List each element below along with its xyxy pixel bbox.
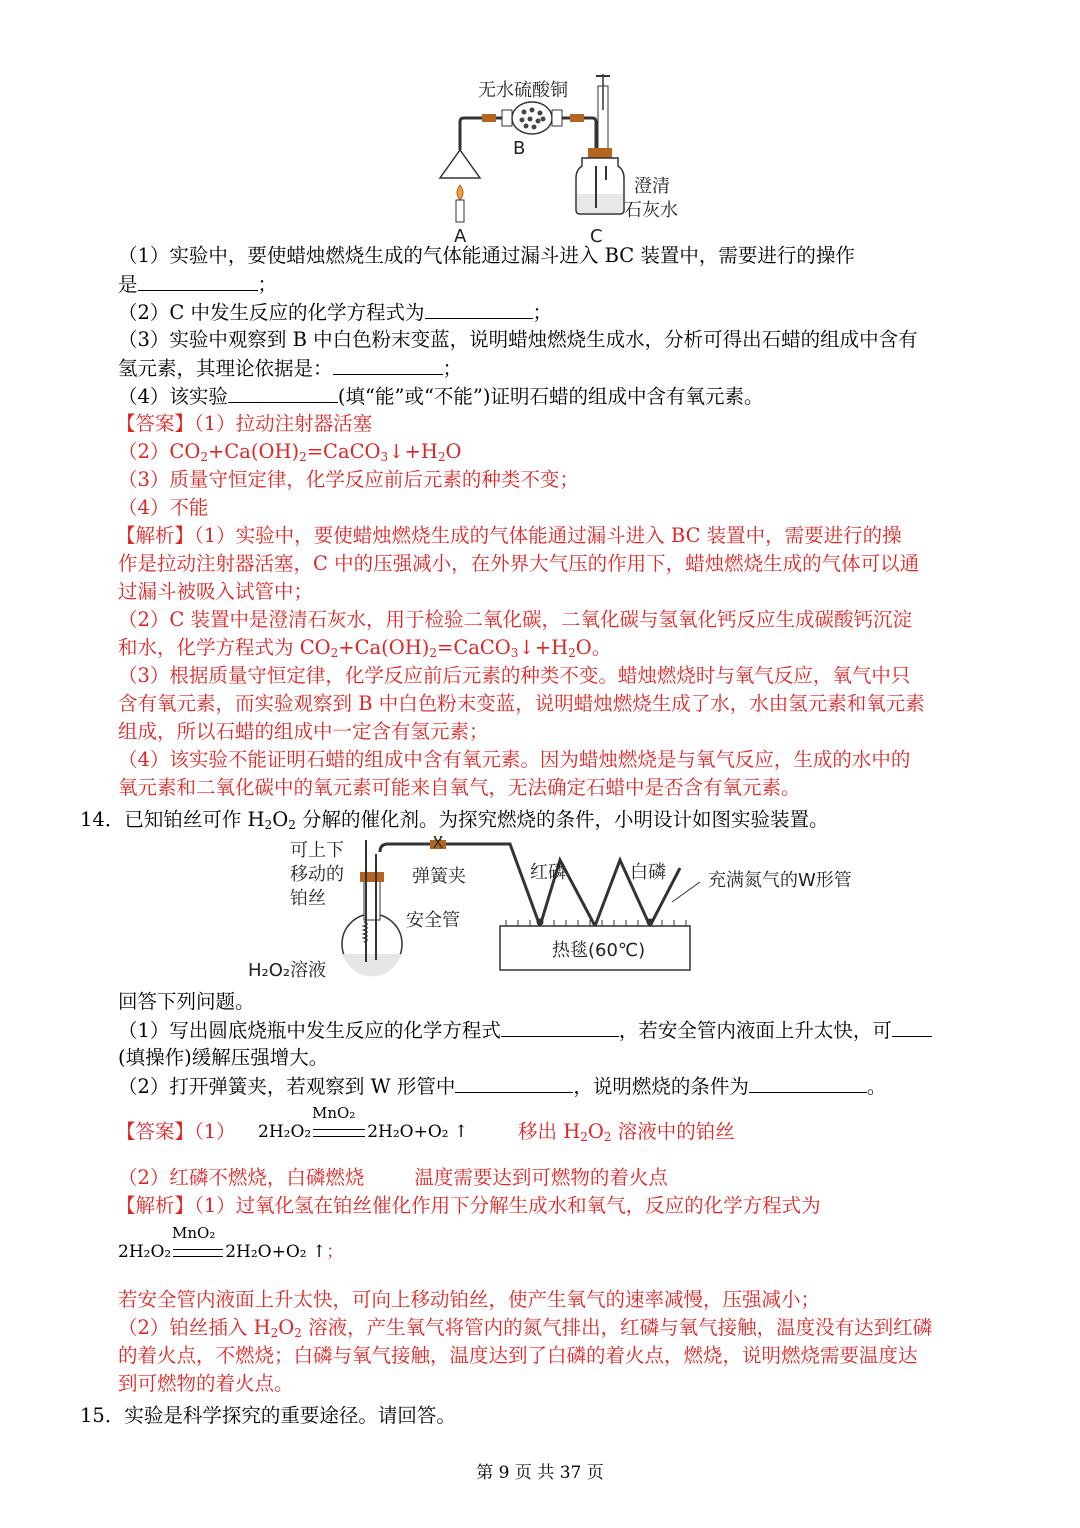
q13-analysis-3c: 组成，所以石蜡的组成中一定含有氢元素； — [118, 720, 489, 743]
question-number: 14． — [80, 808, 125, 831]
q13-analysis-4a: （4）该实验不能证明石蜡的组成中含有氧元素。因为蜡烛燃烧是与氧气反应，生成的水中的 — [118, 748, 911, 771]
q14-answer-1-equation: 2H₂O₂ 2H₂O+O₂ ↑ — [258, 1122, 469, 1142]
answer-blank[interactable] — [138, 270, 258, 291]
q13-part2: （2）C 中发生反应的化学方程式为 ； — [118, 298, 552, 327]
fig2-safety-tube-label: 安全管 — [406, 910, 460, 931]
q14-stem: 14．已知铂丝可作 $H_2O_2$ 分解的催化剂。为探究燃烧的条件，小明设计如图实验装置。 — [80, 808, 829, 832]
q14-analysis-2b: 的着火点，不燃烧；白磷与氧气接触，温度达到了白磷的着火点，燃烧，说明燃烧需要温度达 — [118, 1344, 918, 1367]
q14-answer-1-text: 移出 $H_2O_2$ 溶液中的铂丝 — [518, 1120, 735, 1144]
figure-2-apparatus — [240, 836, 890, 984]
q14-analysis-equation: 2H₂O₂ 2H₂O+O₂ ↑； — [118, 1242, 344, 1262]
fig2-blanket-label: 热毯(60℃) — [552, 940, 646, 961]
q13-answer-1: 【答案】（1）拉动注射器活塞 — [116, 412, 373, 435]
q14-intro: 回答下列问题。 — [118, 990, 255, 1013]
q13-part1-line1: （1）实验中，要使蜡烛燃烧生成的气体能通过漏斗进入 BC 装置中，需要进行的操作 — [118, 244, 855, 267]
q13-analysis-1b: 作是拉动注射器活塞，C 中的压强减小，在外界大气压的作用下，蜡烛燃烧生成的气体可以通 — [118, 552, 920, 575]
q14-answer-2: （2）红磷不燃烧，白磷燃烧 温度需要达到可燃物的着火点 — [118, 1166, 668, 1189]
q14-analysis-2c: 到可燃物的着火点。 — [118, 1372, 294, 1395]
fig2-movable-label-2: 移动的 — [290, 864, 344, 885]
q14-answer-1: 【答案】（1） — [116, 1120, 236, 1143]
red-phosphorus-dot — [537, 919, 544, 926]
q13-analysis-4b: 氧元素和二氧化碳中的氧元素可能来自氧气，无法确定石蜡中是否含有氧元素。 — [118, 776, 801, 799]
q14-part1-line1: （1）写出圆底烧瓶中发生反应的化学方程式 ，若安全管内液面上升太快，可 — [118, 1016, 932, 1045]
page-footer: 第 9 页 共 37 页 — [476, 1463, 604, 1483]
equation-equals-sign — [313, 1129, 365, 1137]
answer-blank[interactable] — [892, 1016, 932, 1037]
flame-icon — [457, 185, 463, 200]
answer-blank[interactable] — [501, 1016, 619, 1037]
q13-answer-2: $(2)CO_2+Ca(OH)_2=CaCO_3↓+H_2O$ — [118, 440, 462, 464]
q13-analysis-2a: （2）C 装置中是澄清石灰水，用于检验二氧化碳，二氧化碳与氢氧化钙反应生成碳酸钙沉淀 — [118, 608, 913, 631]
white-phosphorus-dot — [647, 919, 654, 926]
answer-blank[interactable] — [333, 354, 443, 375]
q14-analysis-1a: 【解析】（1）过氧化氢在铂丝催化作用下分解生成水和氧气，反应的化学方程式为 — [116, 1194, 821, 1217]
q13-part1-line2: 是 ； — [118, 270, 277, 299]
fig2-h2o2-label: H₂O₂溶液 — [248, 960, 327, 981]
q13-answer-4: （4）不能 — [118, 496, 209, 519]
equation-equals-sign — [173, 1249, 223, 1257]
answer-blank[interactable] — [749, 1072, 867, 1093]
fig2-red-phosphorus-label: 红磷 — [530, 862, 566, 883]
fig2-movable-label-3: 铂丝 — [290, 888, 326, 909]
answer-blank[interactable] — [425, 298, 533, 319]
q14-analysis-2a: （2）铂丝插入 $H_2O_2$ 溶液，产生氧气将管内的氮气排出，红磷与氧气接触，温度没有达到红磷 — [118, 1316, 933, 1340]
analysis-tag: 【解析】 — [116, 524, 195, 547]
q14-part1-line2: (填操作)缓解压强增大。 — [118, 1046, 329, 1069]
answer-tag: 【答案】 — [116, 1120, 195, 1143]
fig2-movable-label-1: 可上下 — [290, 840, 344, 861]
fig2-w-tube-label: 充满氮气的W形管 — [708, 870, 852, 891]
answer-blank[interactable] — [228, 382, 338, 403]
fig2-clamp-label: 弹簧夹 — [412, 866, 466, 887]
figure-1-lime-label-1: 澄清 — [634, 176, 670, 197]
q13-analysis-3b: 含有氧元素，而实验观察到 B 中白色粉末变蓝，说明蜡烛燃烧生成了水，水由氢元素和氧元素 — [118, 692, 925, 715]
analysis-tag: 【解析】 — [116, 1194, 195, 1217]
q13-analysis-1a: 【解析】（1）实验中，要使蜡烛燃烧生成的气体能通过漏斗进入 BC 装置中，需要进行的操 — [116, 524, 902, 547]
q13-part3-line1: （3）实验中观察到 B 中白色粉末变蓝，说明蜡烛燃烧生成水，分析可得出石蜡的组成中含有 — [118, 328, 918, 351]
q15-stem: 15．实验是科学探究的重要途径。请回答。 — [80, 1404, 456, 1427]
figure-1-lime-label-2: 石灰水 — [624, 200, 678, 221]
q14-analysis-catalyst: MnO₂ — [172, 1224, 216, 1242]
candle-shape — [456, 200, 464, 222]
q13-analysis-2b: 和水，化学方程式为 $CO_2+Ca(OH)_2=CaCO_3↓+H_2O$。 — [118, 636, 612, 660]
q14-part2: （2）打开弹簧夹，若观察到 W 形管中 ，说明燃烧的条件为 。 — [118, 1072, 886, 1101]
funnel-shape — [440, 150, 480, 178]
q13-analysis-3a: （3）根据质量守恒定律，化学反应前后元素的种类不变。蜡烛燃烧时与氧气反应，氧气中只 — [118, 664, 911, 687]
answer-tag: 【答案】 — [116, 412, 195, 435]
answer-blank[interactable] — [455, 1072, 573, 1093]
figure-1-label-a: A — [454, 226, 467, 245]
q13-part3-line2: 氢元素，其理论依据是： ； — [118, 354, 462, 383]
q14-analysis-1c: 若安全管内液面上升太快，可向上移动铂丝，使产生氧气的速率减慢，压强减小； — [118, 1288, 821, 1311]
q13-analysis-1c: 过漏斗被吸入试管中； — [118, 580, 314, 603]
figure-1-reagent-label: 无水硫酸铜 — [478, 80, 568, 101]
q14-answer-1-catalyst: MnO₂ — [312, 1104, 356, 1122]
figure-1-label-b: B — [513, 138, 526, 159]
question-number: 15． — [80, 1404, 125, 1427]
q13-part4: （4）该实验 (填“能”或“不能”)证明石蜡的组成中含有氧元素。 — [118, 382, 764, 411]
figure-1-label-c: C — [590, 226, 603, 245]
fig2-white-phosphorus-label: 白磷 — [630, 862, 666, 883]
figure-1-apparatus — [420, 70, 700, 245]
q13-answer-3: （3）质量守恒定律，化学反应前后元素的种类不变； — [118, 468, 579, 491]
